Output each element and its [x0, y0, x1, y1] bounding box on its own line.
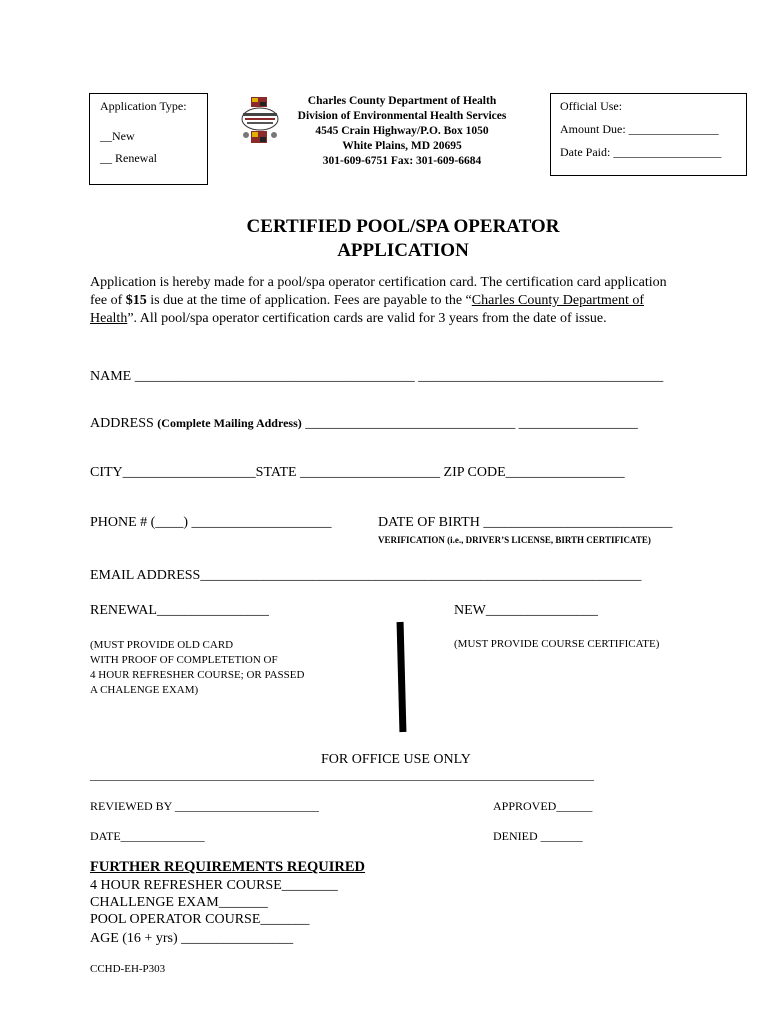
- new-note: (MUST PROVIDE COURSE CERTIFICATE): [454, 638, 660, 650]
- payee-name: Health: [90, 311, 128, 326]
- city-address: White Plains, MD 20695: [342, 140, 462, 152]
- form-title-line2: APPLICATION: [337, 240, 469, 261]
- requirement-refresher[interactable]: 4 HOUR REFRESHER COURSE________: [90, 878, 338, 893]
- further-requirements-heading: FURTHER REQUIREMENTS REQUIRED: [90, 859, 366, 875]
- office-use-heading: FOR OFFICE USE ONLY: [321, 752, 471, 767]
- name-field[interactable]: NAME ________________________________________ ___________________________________: [90, 369, 664, 384]
- verification-note: VERIFICATION (i.e., DRIVER’S LICENSE, BIRTH CERTIFICATE): [378, 535, 651, 545]
- reviewed-by-field[interactable]: REVIEWED BY ________________________: [90, 799, 319, 813]
- renewal-note-line: WITH PROOF OF COMPLETETION OF: [90, 654, 278, 666]
- office-use-rule: ____________________________________________________________________________________: [90, 768, 594, 782]
- fee-amount: $15: [125, 293, 147, 308]
- address-note: (Complete Mailing Address): [157, 416, 302, 430]
- denied-field[interactable]: DENIED _______: [493, 829, 583, 843]
- intro-line-3: [90, 310, 607, 328]
- renewal-note-line: A CHALENGE EXAM): [90, 684, 199, 696]
- vertical-divider-mark: [397, 622, 407, 732]
- requirement-age[interactable]: AGE (16 + yrs) ________________: [90, 931, 294, 946]
- form-code: CCHD-EH-P303: [90, 963, 166, 975]
- date-of-birth-field[interactable]: DATE OF BIRTH ___________________________: [378, 515, 673, 530]
- intro-text: ”. All pool/spa operator certification cards are valid for 3 years from the date of issue.: [127, 311, 607, 326]
- amount-due-field[interactable]: Amount Due: _______________: [560, 122, 719, 136]
- renewal-note: [90, 638, 304, 698]
- new-field[interactable]: NEW________________: [454, 603, 598, 618]
- approved-field[interactable]: APPROVED______: [493, 799, 593, 813]
- street-address: 4545 Crain Highway/P.O. Box 1050: [315, 125, 489, 137]
- date-paid-field[interactable]: Date Paid: __________________: [560, 145, 722, 159]
- payee-name: Charles County Department of: [471, 293, 645, 308]
- application-type-renewal-option[interactable]: __ Renewal: [100, 151, 157, 165]
- phone-field[interactable]: PHONE # (____) ____________________: [90, 515, 332, 530]
- city-state-zip-field[interactable]: CITY___________________STATE ____________________ ZIP CODE_________________: [90, 465, 625, 480]
- application-type-new-option[interactable]: __New: [100, 129, 135, 143]
- intro-line-1: Application is hereby made for a pool/spa operator certification card. The certification card application: [90, 275, 667, 290]
- phone-fax: 301-609-6751 Fax: 301-609-6684: [322, 155, 482, 167]
- intro-text: is due at the time of application. Fees are payable to the “: [146, 293, 472, 308]
- official-use-label: Official Use:: [560, 99, 623, 113]
- address-lines[interactable]: ______________________________ _________________: [301, 416, 638, 431]
- county-seal-logo: [237, 95, 283, 145]
- renewal-note-line: (MUST PROVIDE OLD CARD: [90, 639, 234, 651]
- renewal-field[interactable]: RENEWAL________________: [90, 603, 269, 618]
- department-name: Charles County Department of Health: [307, 95, 497, 107]
- division-name: Division of Environmental Health Services: [297, 110, 507, 122]
- email-field[interactable]: EMAIL ADDRESS_______________________________________________________________: [90, 568, 642, 583]
- form-title-line1: CERTIFIED POOL/SPA OPERATOR: [246, 216, 560, 237]
- requirement-challenge-exam[interactable]: CHALLENGE EXAM_______: [90, 895, 268, 910]
- renewal-note-line: 4 HOUR REFRESHER COURSE; OR PASSED: [90, 669, 305, 681]
- address-field[interactable]: [90, 416, 638, 432]
- intro-line-2: [90, 292, 644, 310]
- application-type-label: Application Type:: [100, 99, 187, 113]
- intro-text: fee of: [90, 293, 126, 308]
- office-date-field[interactable]: DATE______________: [90, 829, 205, 843]
- address-label: ADDRESS: [90, 416, 158, 431]
- requirement-operator-course[interactable]: POOL OPERATOR COURSE_______: [90, 912, 310, 927]
